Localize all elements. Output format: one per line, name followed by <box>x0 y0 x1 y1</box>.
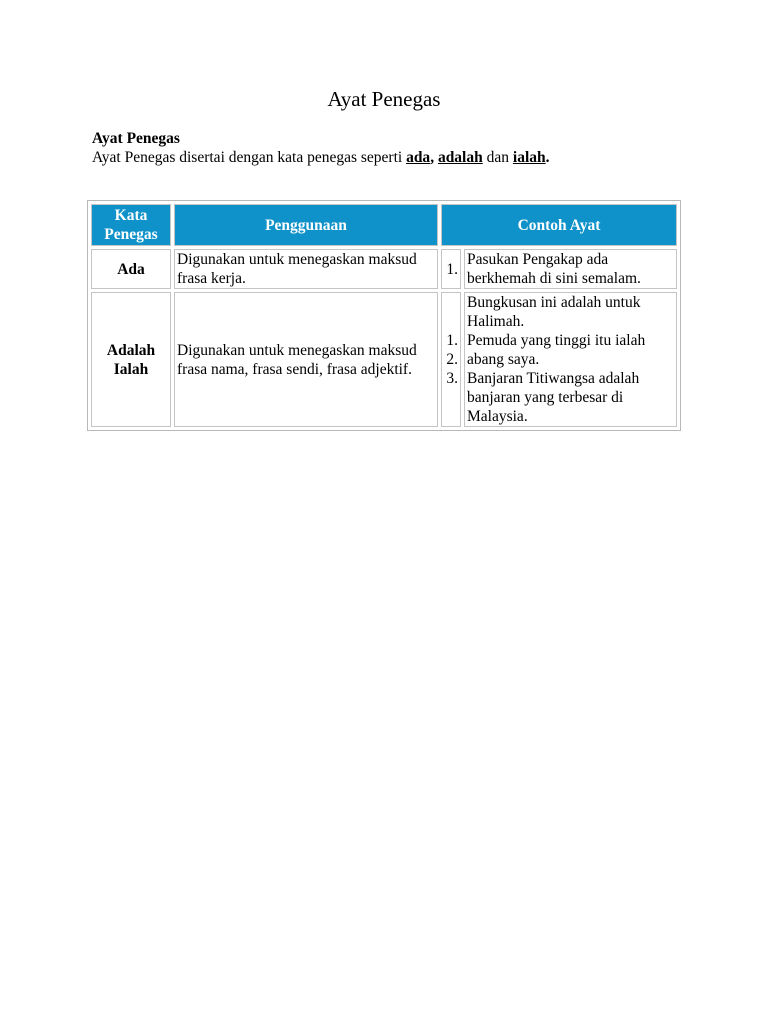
intro-separator: dan <box>482 149 513 166</box>
number-cell <box>441 249 461 289</box>
page-title: Ayat Penegas <box>327 87 441 111</box>
contoh-cell <box>464 292 677 427</box>
header-contoh-ayat: Contoh Ayat <box>441 204 677 246</box>
header-kata-penegas: Kata Penegas <box>91 204 171 246</box>
list-number: 1. <box>446 260 458 278</box>
kata-cell <box>91 292 171 427</box>
example-sentence: Bungkusan ini adalah untuk Halimah. <box>467 294 641 330</box>
example-sentence: Pemuda yang tinggi itu ialah abang saya. <box>467 332 646 368</box>
list-number: 3. <box>446 370 458 387</box>
example-sentence: Banjaran Titiwangsa adalah banjaran yang terbesar di Malaysia. <box>467 370 640 425</box>
penggunaan-cell: Digunakan untuk menegaskan maksud frasa nama, frasa sendi, frasa adjektif. <box>174 292 438 427</box>
table-row <box>91 292 677 427</box>
kata-label: Ialah <box>113 360 149 378</box>
penggunaan-cell: Digunakan untuk menegaskan maksud frasa kerja. <box>174 249 438 289</box>
kata-label: Ada <box>117 260 145 278</box>
keyword-ialah: ialah <box>512 149 546 166</box>
kata-label: Adalah <box>106 341 156 359</box>
intro-text: Ayat Penegas disertai dengan kata penegas seperti <box>92 149 407 166</box>
penegas-table <box>87 200 681 431</box>
table-row <box>91 249 677 289</box>
number-cell <box>441 292 461 427</box>
contoh-cell <box>464 249 677 289</box>
table-header-row <box>91 204 677 246</box>
keyword-ada: ada <box>406 149 431 166</box>
intro-paragraph <box>92 148 682 167</box>
intro-end: . <box>545 149 550 166</box>
intro-section <box>92 129 682 167</box>
example-sentence: Pasukan Pengakap ada berkhemah di sini semalam. <box>467 251 641 287</box>
header-penggunaan: Penggunaan <box>174 204 438 246</box>
list-number: 2. <box>446 351 458 368</box>
keyword-adalah: adalah <box>437 149 483 166</box>
intro-separator: , <box>430 149 438 166</box>
section-heading: Ayat Penegas <box>92 130 180 147</box>
list-number: 1. <box>446 332 458 349</box>
kata-cell <box>91 249 171 289</box>
